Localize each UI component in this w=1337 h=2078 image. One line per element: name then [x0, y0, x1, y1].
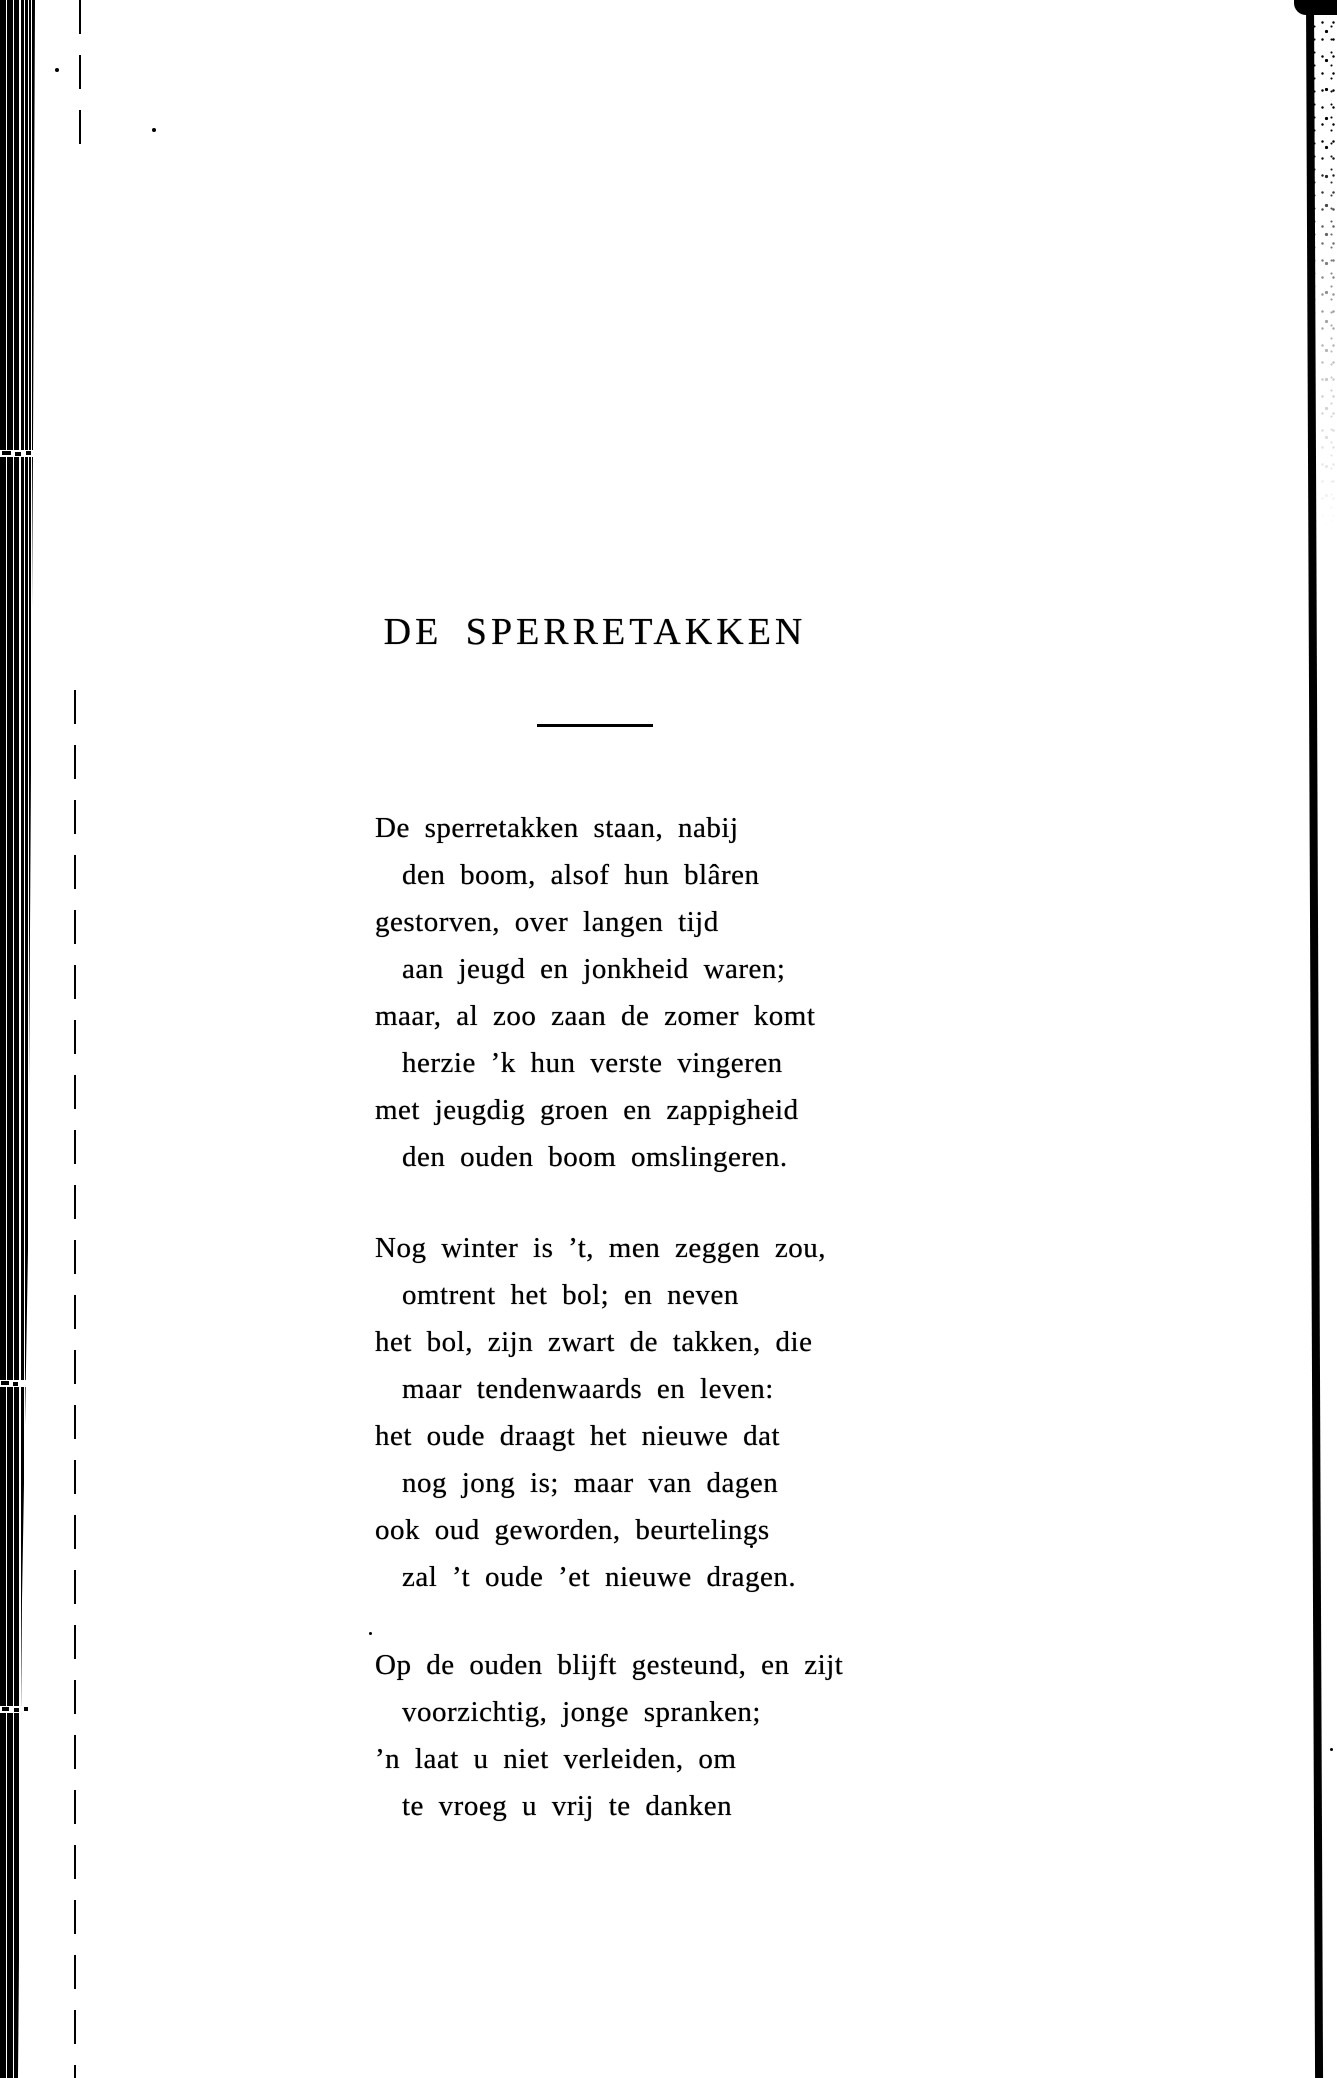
poem-line: met jeugdig groen en zappigheid — [375, 1094, 799, 1126]
poem-line: voorzichtig, jonge spranken; — [402, 1696, 761, 1728]
gutter-tick — [24, 1707, 28, 1711]
poem-line: ’n laat u niet verleiden, om — [375, 1743, 737, 1775]
poem-line: De sperretakken staan, nabij — [375, 812, 739, 844]
scan-scratch-line — [79, 0, 81, 150]
poem-line: Nog winter is ’t, men zeggen zou, — [375, 1232, 826, 1264]
gutter-tick — [13, 1382, 18, 1386]
poem-line: nog jong is; maar van dagen — [402, 1467, 779, 1499]
gutter-tick — [2, 1707, 9, 1711]
poem-line: den ouden boom omslingeren. — [402, 1141, 788, 1173]
gutter-tick — [14, 1708, 19, 1712]
scan-scratch-line — [74, 690, 76, 2078]
stanza-2 — [375, 1225, 826, 1601]
poem-line: gestorven, over langen tijd — [375, 906, 719, 938]
stanza-1 — [375, 805, 815, 1181]
scan-speck — [55, 68, 59, 72]
poem-line: omtrent het bol; en neven — [402, 1279, 739, 1311]
poem-line: maar, al zoo zaan de zomer komt — [375, 1000, 816, 1032]
gutter-tick — [1, 1381, 9, 1385]
stanza-3 — [375, 1642, 844, 1830]
poem-line: zal ’t oude ’et nieuwe dragen. — [402, 1561, 797, 1593]
poem-title: DE SPERRETAKKEN — [383, 611, 807, 653]
gutter-tick — [15, 452, 21, 456]
scan-speckle-noise — [1314, 12, 1337, 532]
book-gutter-shadow — [0, 0, 35, 2078]
poem-line: te vroeg u vrij te danken — [402, 1790, 733, 1822]
poem-line: maar tendenwaards en leven: — [402, 1373, 774, 1405]
title-divider — [537, 724, 653, 727]
poem-line: het oude draagt het nieuwe dat — [375, 1420, 781, 1452]
gutter-tick — [2, 451, 11, 455]
poem-line: aan jeugd en jonkheid waren; — [402, 953, 786, 985]
poem-line: den boom, alsof hun blâren — [402, 859, 760, 891]
scan-speck — [152, 128, 156, 132]
scan-speck — [369, 1632, 372, 1635]
poem-line: ook oud geworden, beurtelings — [375, 1514, 770, 1546]
poem-line: het bol, zijn zwart de takken, die — [375, 1326, 813, 1358]
gutter-tick — [26, 451, 31, 455]
poem-line: Op de ouden blijft gesteund, en zijt — [375, 1649, 844, 1681]
scan-speck — [1330, 1748, 1333, 1751]
poem-line: herzie ’k hun verste vingeren — [402, 1047, 783, 1079]
